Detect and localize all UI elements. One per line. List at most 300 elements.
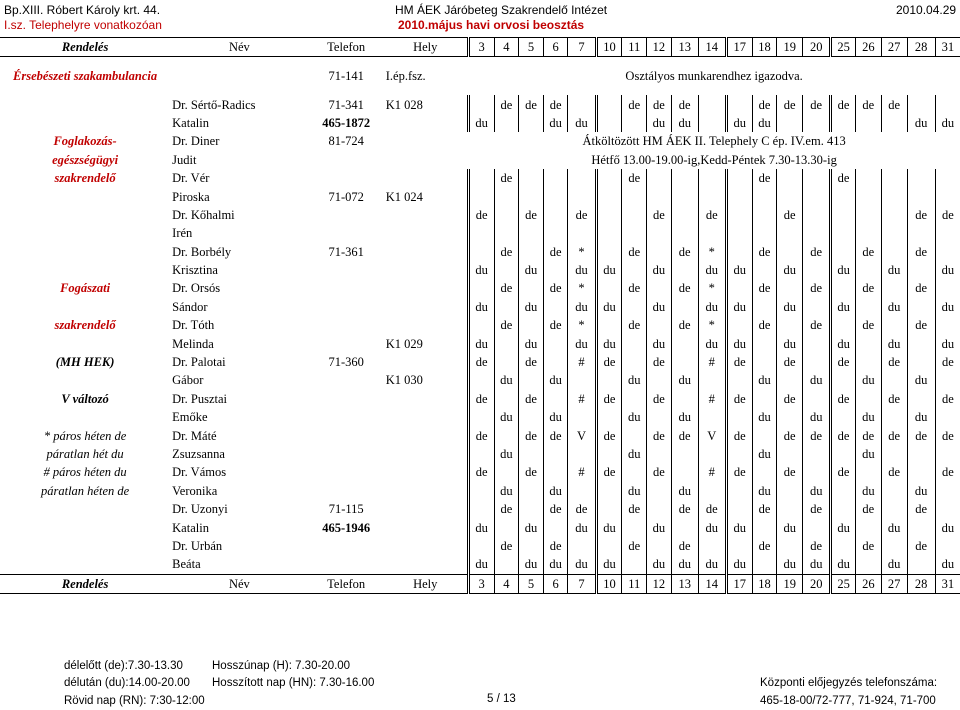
shift-cell: du (803, 482, 831, 500)
shift-cell: de (671, 500, 698, 518)
shift-cell: du (831, 261, 856, 279)
day-header: 3 (468, 574, 494, 593)
shift-cell: de (752, 279, 777, 297)
shift-cell: du (543, 482, 568, 500)
shift-cell (907, 334, 935, 352)
shift-cell (519, 187, 544, 205)
central-booking-number: 465-18-00/72-777, 71-924, 71-700 (760, 695, 936, 707)
phone-cell (309, 206, 384, 224)
section-cell (0, 261, 170, 279)
shift-cell: de (907, 537, 935, 555)
shift-cell: du (752, 371, 777, 389)
location-cell: K1 030 (385, 373, 423, 388)
shift-cell (671, 187, 698, 205)
shift-cell: du (726, 261, 752, 279)
shift-cell: de (568, 500, 596, 518)
shift-cell: de (907, 206, 935, 224)
shift-cell (855, 206, 881, 224)
shift-cell (803, 169, 831, 187)
shift-cell: * (698, 316, 726, 334)
shift-cell (671, 224, 698, 242)
name-cell (170, 57, 308, 96)
shift-cell (803, 187, 831, 205)
shift-cell (468, 169, 494, 187)
shift-cell: de (831, 463, 856, 481)
location-cell (384, 482, 468, 500)
shift-cell: du (596, 298, 622, 316)
doctor-row (0, 426, 960, 444)
shift-cell: de (647, 206, 672, 224)
shift-cell: * (568, 316, 596, 334)
shift-cell (935, 224, 960, 242)
day-header: 7 (568, 38, 596, 57)
shift-cell: du (622, 482, 647, 500)
shift-cell (519, 243, 544, 261)
location-cell: K1 024 (385, 189, 423, 204)
shift-cell (543, 224, 568, 242)
shift-cell: du (831, 334, 856, 352)
shift-cell: de (935, 390, 960, 408)
shift-cell (543, 353, 568, 371)
shift-cell: # (698, 390, 726, 408)
legend-du: délután (du):14.00-20.00 (64, 677, 190, 689)
header-rendeles: Rendelés (0, 38, 170, 57)
shift-cell (752, 334, 777, 352)
shift-cell (831, 482, 856, 500)
shift-cell (698, 408, 726, 426)
section-foglalkozas1: Foglakozás- (53, 134, 117, 149)
location-cell (384, 463, 468, 481)
shift-cell (907, 445, 935, 463)
shift-cell: de (831, 95, 856, 113)
shift-cell (468, 445, 494, 463)
location-cell (384, 426, 468, 444)
shift-cell: du (543, 114, 568, 132)
shift-cell (596, 408, 622, 426)
shift-cell (494, 334, 519, 352)
shift-cell (494, 390, 519, 408)
shift-cell: du (907, 371, 935, 389)
day-header: 27 (881, 574, 907, 593)
shift-cell (543, 445, 568, 463)
doctor-row (0, 261, 960, 279)
shift-cell: de (855, 500, 881, 518)
shift-cell: du (468, 298, 494, 316)
shift-cell (468, 408, 494, 426)
shift-cell (494, 224, 519, 242)
shift-cell (494, 555, 519, 574)
section-fogaszati1: Fogászati (60, 281, 111, 296)
shift-cell (647, 408, 672, 426)
doctor-name: Veronika (172, 483, 218, 498)
phone-cell (309, 482, 384, 500)
shift-cell: du (881, 298, 907, 316)
day-header: 20 (803, 574, 831, 593)
shift-cell: de (568, 206, 596, 224)
shift-cell (855, 463, 881, 481)
phone-cell (309, 224, 384, 242)
shift-cell (726, 279, 752, 297)
shift-cell (622, 187, 647, 205)
section-valtozo: V változó (61, 391, 109, 406)
day-header: 7 (568, 574, 596, 593)
shift-cell: du (468, 114, 494, 132)
shift-cell (468, 243, 494, 261)
shift-cell (855, 390, 881, 408)
shift-cell: de (596, 390, 622, 408)
shift-cell: de (519, 95, 544, 113)
shift-cell (468, 224, 494, 242)
shift-cell: de (752, 500, 777, 518)
shift-cell (622, 463, 647, 481)
shift-cell: du (698, 261, 726, 279)
shift-cell (596, 445, 622, 463)
day-header: 20 (803, 38, 831, 57)
phone-cell (309, 334, 384, 352)
shift-cell: du (543, 408, 568, 426)
location-cell (384, 206, 468, 224)
shift-cell (494, 298, 519, 316)
shift-cell: du (855, 445, 881, 463)
day-header: 14 (698, 574, 726, 593)
shift-cell (647, 187, 672, 205)
shift-cell (907, 353, 935, 371)
shift-cell (777, 243, 803, 261)
shift-cell (752, 555, 777, 574)
central-booking-label: Központi előjegyzés telefonszáma: (760, 677, 938, 689)
shift-cell: du (568, 518, 596, 536)
day-header: 4 (494, 574, 519, 593)
shift-cell: du (907, 114, 935, 132)
doctor-row (0, 279, 960, 297)
phone-cell (309, 408, 384, 426)
shift-cell (468, 279, 494, 297)
shift-cell (881, 206, 907, 224)
shift-cell (855, 224, 881, 242)
shift-cell: de (596, 426, 622, 444)
shift-cell: du (831, 518, 856, 536)
shift-cell (543, 334, 568, 352)
shift-cell: du (543, 371, 568, 389)
shift-cell (568, 445, 596, 463)
shift-cell (803, 224, 831, 242)
shift-cell: de (881, 353, 907, 371)
shift-cell (568, 537, 596, 555)
phone-cell: 81-724 (328, 134, 364, 149)
shift-cell (698, 482, 726, 500)
phone-cell (309, 445, 384, 463)
shift-cell: de (726, 353, 752, 371)
shift-cell (907, 261, 935, 279)
phone-cell (309, 426, 384, 444)
phone-cell: 465-1946 (322, 520, 371, 535)
shift-cell: de (777, 206, 803, 224)
shift-cell: de (494, 500, 519, 518)
shift-cell (881, 408, 907, 426)
section-foglalkozas2: egészségügyi (52, 152, 119, 167)
header-telefon: Telefon (309, 574, 384, 593)
phone-cell (309, 316, 384, 334)
shift-cell: du (568, 334, 596, 352)
phone-cell (309, 298, 384, 316)
doctor-name: Dr. Diner (172, 134, 220, 149)
day-header: 18 (752, 574, 777, 593)
shift-cell (855, 187, 881, 205)
shift-cell (622, 206, 647, 224)
doctor-row (0, 206, 960, 224)
shift-cell: du (671, 371, 698, 389)
shift-cell: de (726, 390, 752, 408)
shift-cell: de (777, 95, 803, 113)
day-header: 28 (907, 38, 935, 57)
shift-cell: de (519, 426, 544, 444)
shift-cell: de (468, 390, 494, 408)
shift-cell: de (803, 426, 831, 444)
shift-cell (494, 353, 519, 371)
section-cell (0, 537, 170, 555)
shift-cell: de (622, 279, 647, 297)
shift-cell (622, 426, 647, 444)
shift-cell: V (698, 426, 726, 444)
phone-cell (309, 261, 384, 279)
day-header: 5 (519, 38, 544, 57)
day-header: 31 (935, 38, 960, 57)
shift-cell: * (698, 279, 726, 297)
day-header: 19 (777, 38, 803, 57)
shift-cell (907, 224, 935, 242)
doctor-row (0, 316, 960, 334)
shift-cell: de (543, 95, 568, 113)
section-cell (0, 95, 170, 113)
day-header: 6 (543, 38, 568, 57)
shift-cell: du (494, 445, 519, 463)
shift-cell: du (777, 261, 803, 279)
doctor-name: Dr. Vámos (172, 465, 227, 480)
shift-cell (596, 482, 622, 500)
shift-cell (568, 224, 596, 242)
shift-cell: de (543, 426, 568, 444)
shift-cell: du (647, 298, 672, 316)
doctor-row (0, 445, 960, 463)
shift-cell (468, 316, 494, 334)
location-cell (384, 132, 468, 150)
shift-cell (671, 169, 698, 187)
shift-cell (468, 500, 494, 518)
shift-cell (881, 316, 907, 334)
day-header: 14 (698, 38, 726, 57)
schedule-table (0, 37, 960, 594)
shift-cell (777, 187, 803, 205)
shift-cell (752, 353, 777, 371)
phone-cell (309, 463, 384, 481)
shift-cell: du (855, 371, 881, 389)
day-header: 28 (907, 574, 935, 593)
location-cell (384, 151, 468, 169)
shift-cell: du (803, 408, 831, 426)
shift-cell: du (698, 555, 726, 574)
shift-cell (803, 298, 831, 316)
shift-cell: # (568, 353, 596, 371)
location-cell (384, 390, 468, 408)
day-header: 6 (543, 574, 568, 593)
shift-cell (622, 298, 647, 316)
phone-cell (309, 555, 384, 574)
shift-cell (671, 334, 698, 352)
shift-cell (907, 555, 935, 574)
shift-cell (831, 371, 856, 389)
page-number: 5 / 13 (487, 693, 516, 705)
shift-cell: du (647, 334, 672, 352)
shift-cell (596, 243, 622, 261)
section-ersebeszeti: Érsebészeti szakambulancia (13, 68, 158, 83)
header-hely: Hely (384, 574, 468, 593)
doctor-row (0, 132, 960, 150)
shift-cell (881, 187, 907, 205)
header-telefon: Telefon (309, 38, 384, 57)
shift-cell: de (671, 537, 698, 555)
shift-cell: de (855, 243, 881, 261)
legend-hn: Hosszított nap (HN): 7.30-16.00 (212, 677, 375, 689)
shift-cell (881, 482, 907, 500)
shift-cell (881, 371, 907, 389)
shift-cell (671, 261, 698, 279)
doctor-name: Dr. Palotai (172, 355, 226, 370)
shift-cell (752, 518, 777, 536)
shift-cell: de (881, 390, 907, 408)
shift-cell: de (935, 426, 960, 444)
shift-cell (726, 408, 752, 426)
shift-cell (494, 261, 519, 279)
institute-title: HM ÁEK Járóbeteg Szakrendelő Intézet (395, 3, 608, 17)
section-foglalkozas3: szakrendelő (54, 171, 116, 186)
shift-cell (671, 445, 698, 463)
shift-cell (468, 537, 494, 555)
shift-cell (881, 445, 907, 463)
shift-cell (622, 224, 647, 242)
section-cell (0, 187, 170, 205)
shift-cell (568, 169, 596, 187)
shift-cell (777, 537, 803, 555)
section-cell (0, 334, 170, 352)
shift-cell: de (831, 390, 856, 408)
shift-cell: de (468, 353, 494, 371)
section-legend3: # páros héten du (43, 465, 127, 480)
shift-cell (726, 224, 752, 242)
shift-cell: de (622, 316, 647, 334)
shift-cell: de (803, 279, 831, 297)
shift-cell: du (881, 334, 907, 352)
shift-cell (622, 518, 647, 536)
schedule-title: 2010.május havi orvosi beosztás (398, 18, 585, 32)
shift-cell: de (622, 95, 647, 113)
shift-cell: du (671, 408, 698, 426)
shift-cell (671, 390, 698, 408)
shift-cell: de (622, 243, 647, 261)
doctor-row (0, 224, 960, 242)
shift-cell (647, 371, 672, 389)
shift-cell (698, 114, 726, 132)
shift-cell: de (647, 353, 672, 371)
doctor-name: Dr. Vér (172, 171, 210, 186)
shift-cell: de (519, 206, 544, 224)
shift-cell (831, 224, 856, 242)
section-legend4: páratlan héten de (40, 483, 130, 498)
shift-cell: du (494, 482, 519, 500)
shift-cell (803, 334, 831, 352)
shift-cell: du (568, 555, 596, 574)
shift-cell: du (671, 114, 698, 132)
doctor-row (0, 187, 960, 205)
shift-cell: de (752, 537, 777, 555)
shift-cell: du (494, 408, 519, 426)
shift-cell (543, 390, 568, 408)
shift-cell: du (935, 334, 960, 352)
section-fogaszati3: (MH HEK) (55, 355, 115, 370)
shift-cell (935, 95, 960, 113)
shift-cell (855, 114, 881, 132)
day-header: 3 (468, 38, 494, 57)
shift-cell (726, 482, 752, 500)
doctor-name: Piroska (172, 189, 210, 204)
phone-cell (309, 151, 384, 169)
location-cell (384, 243, 468, 261)
shift-cell: du (468, 518, 494, 536)
shift-cell (726, 445, 752, 463)
day-header: 11 (622, 38, 647, 57)
shift-cell (596, 206, 622, 224)
section-fogaszati2: szakrendelő (54, 318, 116, 333)
shift-cell (935, 187, 960, 205)
shift-cell: du (647, 555, 672, 574)
shift-cell: du (647, 261, 672, 279)
header-nev: Név (170, 574, 308, 593)
shift-cell (468, 371, 494, 389)
shift-cell: du (907, 482, 935, 500)
shift-cell (803, 261, 831, 279)
shift-cell: du (543, 555, 568, 574)
ersebeszeti-row (0, 57, 960, 96)
header-rendeles: Rendelés (0, 574, 170, 593)
shift-cell (519, 537, 544, 555)
shift-cell (935, 445, 960, 463)
section-cell (0, 500, 170, 518)
shift-cell (777, 445, 803, 463)
day-header: 13 (671, 38, 698, 57)
shift-cell (647, 445, 672, 463)
shift-cell: de (698, 206, 726, 224)
shift-cell: du (881, 555, 907, 574)
shift-cell: de (803, 316, 831, 334)
shift-cell (596, 169, 622, 187)
shift-cell: de (519, 463, 544, 481)
phone-cell (309, 279, 384, 297)
doctor-name: Melinda (172, 336, 214, 351)
shift-cell (698, 169, 726, 187)
shift-cell (647, 482, 672, 500)
shift-cell (777, 279, 803, 297)
shift-cell (831, 206, 856, 224)
shift-cell: de (803, 243, 831, 261)
shift-cell: de (752, 316, 777, 334)
shift-cell: de (881, 95, 907, 113)
shift-cell (726, 95, 752, 113)
shift-cell (468, 187, 494, 205)
shift-cell (752, 206, 777, 224)
shift-cell: du (671, 555, 698, 574)
shift-cell: de (468, 206, 494, 224)
shift-cell (831, 114, 856, 132)
shift-cell (647, 279, 672, 297)
